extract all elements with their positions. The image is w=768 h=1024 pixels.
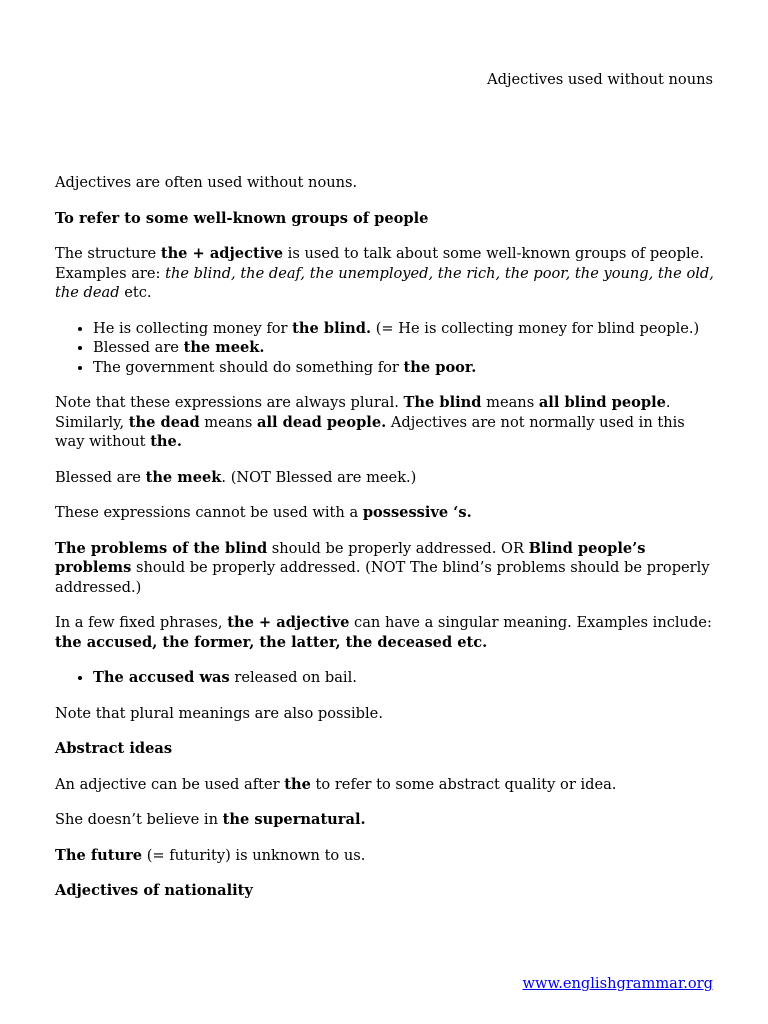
section-heading-nationality: Adjectives of nationality: [55, 882, 253, 899]
site-link[interactable]: www.englishgrammar.org: [522, 975, 713, 992]
supernatural-example: She doesn’t believe in the supernatural.: [55, 811, 366, 828]
examples-list: [55, 319, 715, 378]
singular-examples-list: [55, 668, 715, 688]
structure-paragraph: The structure the + adjective is used to talk about some well-known groups of people. Examples are: the blind, the deaf, the unemployed, the rich, the poor, the young, the old, the dead etc.: [55, 245, 714, 301]
page-footer: [523, 974, 714, 994]
singular-meaning-paragraph: In a few fixed phrases, the + adjective can have a singular meaning. Examples include: the accused, the former, the latter, the deceased etc.: [55, 614, 712, 651]
list-item: • He is collecting money for the blind. (= He is collecting money for blind people.): [93, 319, 715, 339]
meek-example-paragraph: Blessed are the meek. (NOT Blessed are meek.): [55, 468, 417, 486]
page-header: [487, 70, 713, 90]
list-item: • The accused was released on bail.: [93, 668, 715, 688]
future-example: The future (= futurity) is unknown to us.: [55, 846, 366, 864]
article-body: [55, 173, 715, 917]
list-item: • Blessed are the meek.: [93, 338, 715, 358]
plural-note-paragraph: Note that these expressions are always plural. The blind means all blind people. Similarly, the dead means all dead people. Adjectives are not normally used in this way without the.: [55, 394, 685, 450]
problems-example-paragraph: The problems of the blind should be properly addressed. OR Blind people’s problems should be properly addressed. (NOT The blind’s problems should be properly addressed.): [55, 539, 710, 596]
section-heading-groups: To refer to some well-known groups of people: [55, 209, 429, 227]
plural-meanings-note: Note that plural meanings are also possible.: [55, 704, 383, 722]
header-title: Adjectives used without nouns: [487, 71, 713, 88]
intro-paragraph: Adjectives are often used without nouns.: [55, 174, 358, 191]
list-item: • The government should do something for the poor.: [93, 358, 715, 378]
section-heading-abstract: Abstract ideas: [55, 740, 173, 757]
abstract-paragraph: An adjective can be used after the to refer to some abstract quality or idea.: [55, 775, 617, 793]
possessive-paragraph: These expressions cannot be used with a possessive ‘s.: [55, 504, 472, 521]
